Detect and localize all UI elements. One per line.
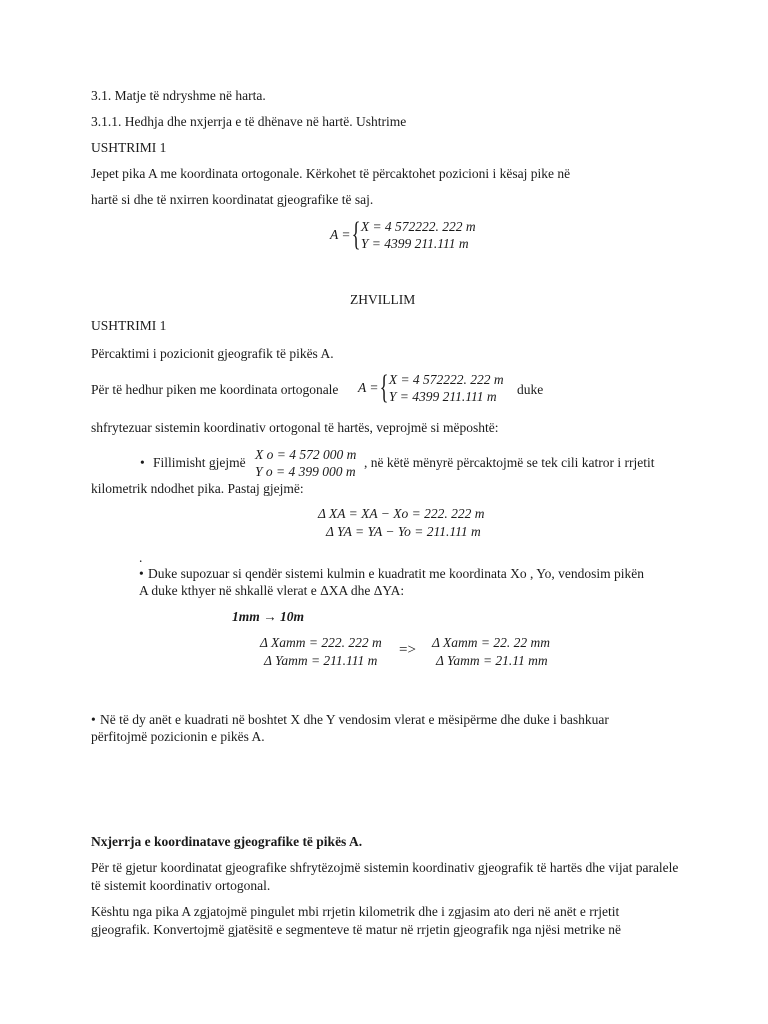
bullet3-line1: Në të dy anët e kuadrati në boshtet X dhe Y vendosim vlerat e mësipërme dhe duke i bashkuar [100,712,609,727]
bullet-dot-icon-2: • [139,566,144,581]
duke-text: duke [517,382,544,397]
equation-x-inline: X = 4 572222. 222 m [388,372,504,387]
right-delta-x: Δ Xamm = 22. 22 mm [432,635,551,650]
delta-xa-equation: Δ XA = XA − Xo = 222. 222 m [318,506,485,521]
equation-point-a [330,218,476,252]
equation-y: Y = 4399 211.111 m [360,236,469,251]
section2-paragraph1: Për të gjetur koordinatat gjeografike shfrytëzojmë sistemin koordinativ gjeografik të hartës dhe vijat paralele të sistemit koordinativ ortogonal. [91,860,679,893]
bullet-dot-icon-3: • [91,712,96,727]
left-brace-icon: { [351,216,361,253]
left-delta-y: Δ Yamm = 211.111 m [264,653,378,668]
section2-title: Nxjerrja e koordinatave gjeografike të pikës A. [91,834,363,849]
delta-ya-equation: Δ YA = YA − Yo = 211.111 m [326,524,481,539]
left-delta-x: Δ Xamm = 222. 222 m [260,635,382,650]
bullet1-y0: Y o = 4 399 000 m [255,464,356,479]
exercise-title: USHTRIMI 1 [91,140,167,155]
dot-mark: . [139,550,143,565]
heading-section-3-1: 3.1. Matje të ndryshme në harta. [91,88,266,103]
arrow-icon: => [399,642,416,658]
scale-statement: 1mm → 10m [232,609,305,624]
bullet1-x0: X o = 4 572 000 m [255,447,357,462]
percaktimi-text: Përcaktimi i pozicionit gjeografik të pikës A. [91,346,334,361]
equation-lhs-inline: A = [358,380,379,395]
equation-point-a-inline [358,371,504,405]
left-brace-icon-inline: { [379,369,389,406]
exercise-title-2: USHTRIMI 1 [91,318,167,333]
shfrytezuar-text: shfrytezuar sistemin koordinativ ortogonal të hartës, veprojmë si mëposhtë: [91,420,499,435]
bullet1-line2: kilometrik ndodhet pika. Pastaj gjejmë: [91,481,304,496]
bullet3-line2: përfitojmë pozicionin e pikës A. [91,729,265,744]
equation-x: X = 4 572222. 222 m [360,219,476,234]
right-delta-y: Δ Yamm = 21.11 mm [436,653,548,668]
bullet-dot-icon: • [140,455,145,470]
bullet1-post-text: , në këtë mënyrë përcaktojmë se tek cili katror i rrjetit [364,455,655,470]
bullet1-pre-text: Fillimisht gjejmë [153,455,246,470]
exercise-text-line1: Jepet pika A me koordinata ortogonale. Kërkohet të përcaktohet pozicioni i kësaj pike në [91,166,571,181]
heading-section-3-1-1: 3.1.1. Hedhja dhe nxjerrja e të dhënave në hartë. Ushtrime [91,114,407,129]
per-te-hedhur-text: Për të hedhur piken me koordinata ortogonale [91,382,339,397]
bullet2-line2: A duke kthyer në shkallë vlerat e ΔXA dhe ΔYA: [139,583,405,598]
exercise-text-line2: hartë si dhe të nxirren koordinatat gjeografike të saj. [91,192,374,207]
equation-y-inline: Y = 4399 211.111 m [388,389,497,404]
equation-lhs: A = [330,227,351,242]
zhvillim-heading: ZHVILLIM [350,292,416,307]
bullet2-line1: Duke supozuar si qendër sistemi kulmin e kuadratit me koordinata Xo , Yo, vendosim pikën [148,566,645,581]
section2-paragraph2: Kështu nga pika A zgjatojmë pingulet mbi rrjetin kilometrik dhe i zgjasim ato deri në anët e rrjetit gjeografik. Konvertojmë gjatësitë e segmenteve të matur në rrjetin gjeografik nga njësi metrike në [91,904,622,937]
